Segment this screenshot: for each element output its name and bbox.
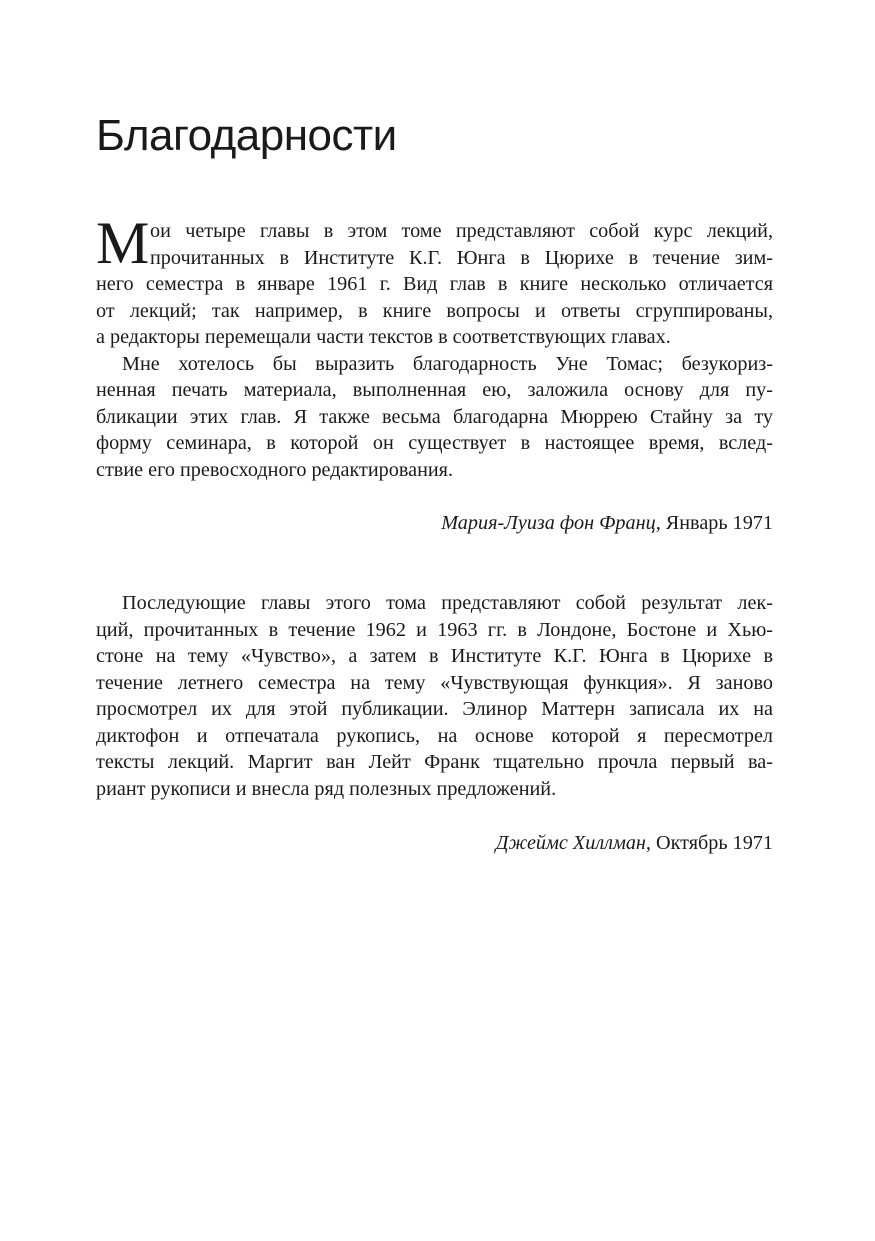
text-line: него семестра в январе 1961 г. Вид глав в книге несколько отличается — [96, 273, 773, 295]
page-title: Благодарности — [96, 111, 397, 160]
text-line: диктофон и отпечатала рукопись, на основе которой я пересмотрел — [96, 724, 773, 747]
text-line: прочитанных в Институте К.Г. Юнга в Цюрихе в течение зим- — [150, 246, 773, 269]
signature-date: , Январь 1971 — [655, 512, 773, 534]
text-line: форму семинара, в которой он существует в настоящее время, вслед- — [96, 432, 773, 454]
text-line-content: ои четыре главы в этом томе представляют собой курс лекций, — [150, 220, 773, 242]
signature-name: Джеймс Хиллман, — [495, 832, 651, 854]
text-line: а редакторы перемещали части текстов в соответствующих главах. — [96, 326, 671, 348]
text-line: ненная печать материала, выполненная ею, заложила основу для пу- — [96, 379, 773, 401]
text-line: риант рукописи и внесла ряд полезных предложений. — [96, 777, 557, 800]
text-line: течение летнего семестра на тему «Чувствующая функция». Я заново — [96, 671, 773, 694]
drop-cap: М — [96, 210, 150, 276]
signature-1 — [96, 510, 773, 537]
signature-2 — [96, 830, 773, 857]
text-line: бликации этих глав. Я также весьма благодарна Мюррею Стайну за ту — [96, 405, 773, 428]
text-line: Мне хотелось бы выразить благодарность Уне Томас; безукориз- — [122, 352, 773, 375]
acknowledgment-paragraph-1 — [96, 210, 773, 483]
acknowledgment-paragraph-2 — [96, 590, 773, 802]
text-line: ствие его превосходного редактирования. — [96, 458, 454, 481]
text-line: стоне на тему «Чувство», а затем в Институте К.Г. Юнга в Цюрихе в — [96, 645, 773, 667]
text-line: ций, прочитанных в течение 1962 и 1963 гг. в Лондоне, Бостоне и Хью- — [96, 618, 773, 641]
text-line: тексты лекций. Маргит ван Лейт Франк тщательно прочла первый ва- — [96, 751, 773, 773]
text-line: от лекций; так например, в книге вопросы и ответы сгруппированы, — [96, 299, 773, 322]
signature-name: Мария-Луиза фон Франц — [441, 512, 656, 534]
text-line: просмотрел их для этой публикации. Элинор Маттерн записала их на — [96, 698, 773, 720]
signature-date: Октябрь 1971 — [650, 832, 773, 854]
text-line: Последующие главы этого тома представляют собой результат лек- — [122, 592, 773, 614]
